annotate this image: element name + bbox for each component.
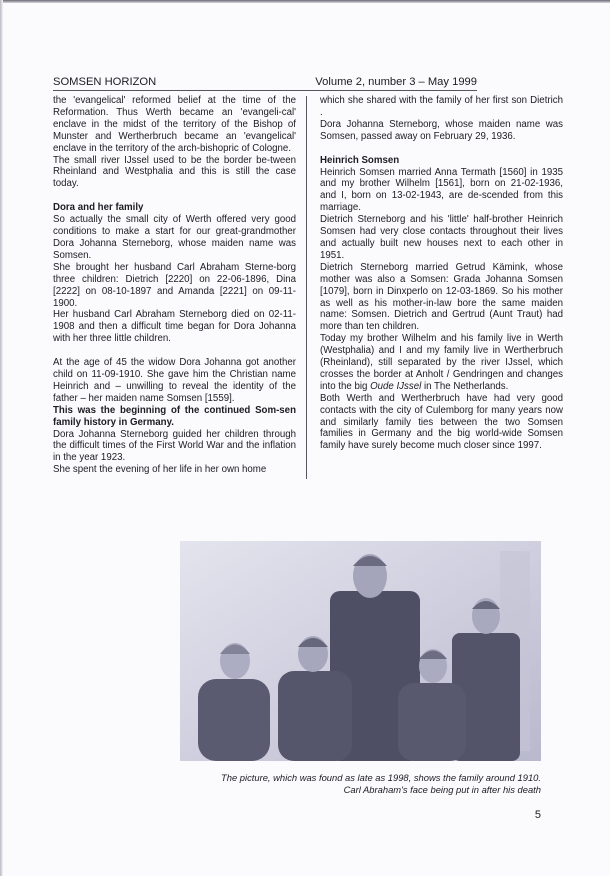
right-column: [320, 95, 563, 452]
paragraph: She spent the evening of her life in her own home: [53, 464, 267, 476]
page-number: 5: [534, 809, 541, 821]
text-run: in The Netherlands.: [421, 380, 509, 392]
paragraph: Both Werth and Wertherbruch have had very good contacts with the city of Culemborg for many years now and similarly family ties between the two Somsen families in Germany and the big world-wide Somsen family have surely become much closer since 1997.: [320, 392, 563, 452]
paragraph: Heinrich Somsen married Anna Termath [1560] in 1935 and my brother Wilhelm [1561], born on 21-02-1936, and I, born on 13-02-1943, are de-scended from this marriage.: [320, 166, 563, 214]
paragraph: Dora Johanna Sterneborg, whose maiden name was Somsen, passed away on February 29, 1936.: [320, 118, 563, 142]
paragraph: At the age of 45 the widow Dora Johanna got another child on 11-09-1910. She gave him the Christian name Heinrich and – unwilling to reveal the identity of the father – her maiden name Somsen [1559].: [53, 357, 296, 404]
family-photo-illustration: [180, 541, 541, 761]
publication-title: SOMSEN HORIZON: [53, 76, 157, 88]
section-heading: Heinrich Somsen: [320, 154, 400, 166]
section-heading: Dora and her family: [53, 202, 144, 214]
bold-statement: This was the beginning of the continued Som-sen family history in Germany.: [53, 404, 296, 428]
paragraph: Dora Johanna Sterneborg guided her children through the difficult times of the First World War and the inflation in the year 1923.: [53, 428, 296, 464]
italic-place-name: Oude IJssel: [370, 380, 422, 392]
caption-line: Carl Abraham's face being put in after his death: [343, 784, 541, 795]
paragraph: Her husband Carl Abraham Sterneborg died on 02-11-1908 and then a difficult time began for Dora Johanna with her three little children.: [53, 309, 296, 345]
column-divider: [306, 96, 307, 479]
paragraph: [320, 333, 563, 393]
figure-caption: [180, 772, 541, 796]
paragraph: the 'evangelical' reformed belief at the time of the Reformation. Thus Werth became an 'evangeli-cal' enclave in the midst of the territory of the Bishop of Munster and Wertherbruch became an 'evangelical' enclave in the territory of the arch-bishopric of Cologne.: [53, 95, 296, 154]
paragraph: Dietrich Sterneborg and his 'little' half-brother Heinrich Somsen had very close contacts throughout their lives and actually built new houses next to each other in 1951.: [320, 214, 563, 261]
family-photograph: [180, 541, 541, 761]
running-header: [53, 74, 477, 91]
paragraph: Dietrich Sterneborg married Getrud Kämink, whose mother was also a Somsen: Grada Johanna Somsen [1079], born in Dinxperlo on 12-03-1869. So his mother as well as his mother-in-law bore the same maiden name: Somsen. Dietrich and Gertrud (Aunt Traut) had more than ten children.: [320, 261, 563, 333]
issue-info: Volume 2, number 3 – May 1999: [315, 76, 477, 88]
text-run: Today my brother Wilhelm and his family live in Werth (Westphalia) and I and my family live in Wertherbruch (Rheinland), still separated by the river IJssel, which crosses the border at Anholt / Gendringen and changes into the big: [320, 333, 563, 392]
caption-line: The picture, which was found as late as 1998, shows the family around 1910.: [221, 772, 541, 783]
left-column: [53, 95, 296, 476]
scan-edge-top: [0, 0, 610, 3]
paragraph: She brought her husband Carl Abraham Sterne-borg three children: Dietrich [2220] on 22-06-1896, Dina [2222] on 08-10-1897 and Amanda [2221] on 09-11-1900.: [53, 261, 296, 309]
paragraph: which she shared with the family of her first son Dietrich .: [320, 95, 563, 118]
paragraph: The small river IJssel used to be the border be-tween Rheinland and Westphalia and this is still the case today.: [53, 154, 296, 190]
paragraph: So actually the small city of Werth offered very good conditions to make a start for our great-grandmother Dora Johanna Sterneborg, whose maiden name was Somsen.: [53, 214, 296, 261]
scan-edge-left: [0, 0, 3, 876]
